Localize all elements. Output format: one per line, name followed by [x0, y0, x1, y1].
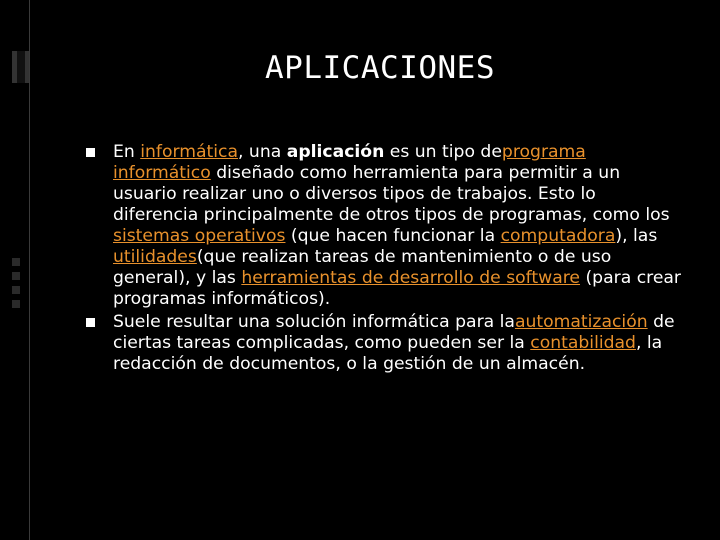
bullet-item	[86, 142, 686, 310]
bullet-text	[113, 142, 681, 309]
text-run: ), las	[615, 226, 658, 246]
decor-square	[12, 272, 20, 280]
inline-link[interactable]: utilidades	[113, 247, 197, 267]
slide-body	[86, 142, 686, 377]
text-run: (que realizan tareas de mantenimiento o de uso general), y las	[113, 247, 612, 288]
decor-square	[12, 300, 20, 308]
slide-title: APLICACIONES	[265, 50, 495, 86]
text-run: diseñado como herramienta para permitir a un usuario realizar uno o diversos tipos de trabajos. Esto lo diferencia principalmente de otros tipos de programas, como los	[113, 163, 670, 225]
inline-link[interactable]: programa informático	[113, 142, 586, 183]
inline-link[interactable]: computadora	[500, 226, 616, 246]
text-run: En	[113, 142, 141, 162]
text-run: , una	[238, 142, 287, 162]
text-run: de ciertas tareas complicadas, como pueden ser la	[113, 312, 675, 353]
inline-link[interactable]: sistemas operativos	[113, 226, 286, 246]
decor-block	[12, 51, 29, 83]
decor-block-inner	[17, 51, 25, 83]
bullet-item	[86, 312, 686, 375]
inline-link[interactable]: automatización	[514, 312, 648, 332]
text-run: (para crear programas informáticos).	[113, 268, 682, 309]
text-run: es un tipo de	[384, 142, 502, 162]
inline-link[interactable]: herramientas de desarrollo de software	[241, 268, 581, 288]
text-run: (que hacen funcionar la	[285, 226, 501, 246]
decor-square	[12, 258, 20, 266]
inline-link[interactable]: informática	[140, 142, 238, 162]
bold-term: aplicación	[286, 142, 385, 162]
square-bullet-icon	[86, 318, 95, 327]
inline-link[interactable]: contabilidad	[530, 333, 636, 353]
text-run: Suele resultar una solución informática para la	[113, 312, 515, 332]
square-bullet-icon	[86, 148, 95, 157]
decor-square	[12, 286, 20, 294]
left-rule	[29, 0, 30, 540]
text-run: , la redacción de documentos, o la gestión de un almacén.	[113, 333, 663, 374]
bullet-text	[113, 312, 675, 374]
